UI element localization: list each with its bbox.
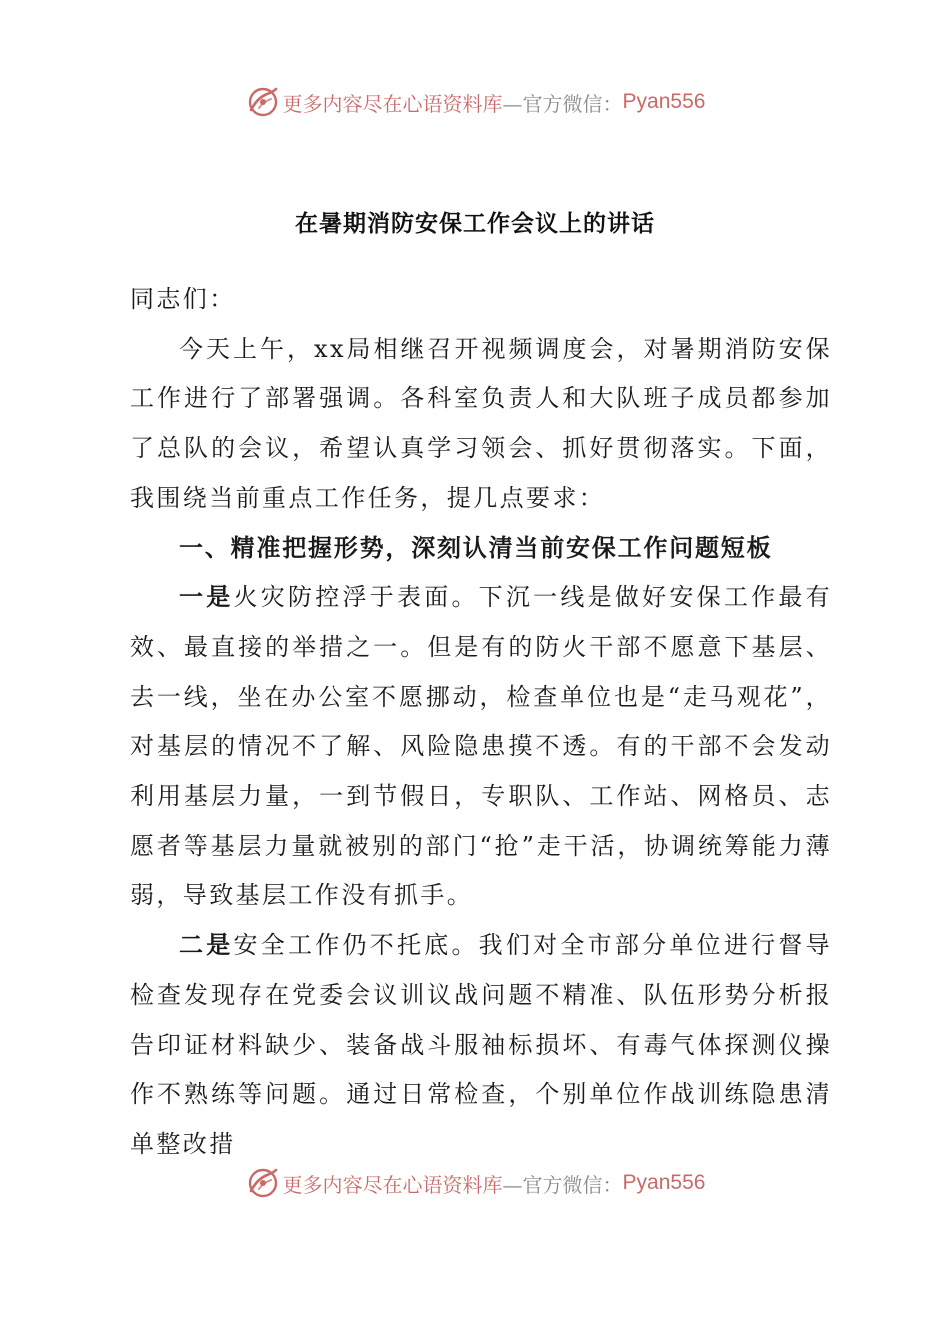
watermark-wechat-id: Pyan556 [622,1171,706,1194]
watermark-sub-text: —官方微信： [502,1172,623,1197]
salutation: 同志们： [130,285,236,313]
document-title: 在暑期消防安保工作会议上的讲话 [295,211,655,237]
point-lead-2: 二是 [179,931,234,960]
point-text-2: 安全工作仍不托底。我们对全市部分单位进行督导检查发现存在党委会议训议战问题不精准、队伍形势分析报告印证材料缺少、装备战斗服袖标损坏、有毒气体探测仪操作不熟练等问题。通过日常检查，个别单位作战训练隐患清单整改措 [130,931,832,1158]
watermark-main-text: 更多内容尽在心语资料库 [282,1172,503,1197]
watermark-wechat-id: Pyan556 [622,90,706,113]
watermark-banner-bottom [0,1163,950,1203]
point-paragraph-2 [130,921,832,1170]
watermark-main-text: 更多内容尽在心语资料库 [282,91,503,116]
point-lead-1: 一是 [179,583,234,612]
point-paragraph-1 [130,573,832,921]
watermark-banner-top [0,82,950,122]
watermark-logo-icon [245,84,281,120]
section-heading: 一、精准把握形势，深刻认清当前安保工作问题短板 [179,533,773,562]
watermark-sub-text: —官方微信： [502,91,623,116]
watermark-logo-icon [245,1165,281,1201]
point-text-1: 火灾防控浮于表面。下沉一线是做好安保工作最有效、最直接的举措之一。但是有的防火干部不愿意下基层、去一线，坐在办公室不愿挪动，检查单位也是“走马观花”，对基层的情况不了解、风险隐患摸不透。有的干部不会发动利用基层力量，一到节假日，专职队、工作站、网格员、志愿者等基层力量就被别的部门“抢”走干活，协调统筹能力薄弱，导致基层工作没有抓手。 [130,583,832,910]
document-body [130,275,832,1170]
intro-paragraph: 今天上午，xx局相继召开视频调度会，对暑期消防安保工作进行了部署强调。各科室负责人和大队班子成员都参加了总队的会议，希望认真学习领会、抓好贯彻落实。下面，我围绕当前重点工作任务，提几点要求： [130,334,832,512]
